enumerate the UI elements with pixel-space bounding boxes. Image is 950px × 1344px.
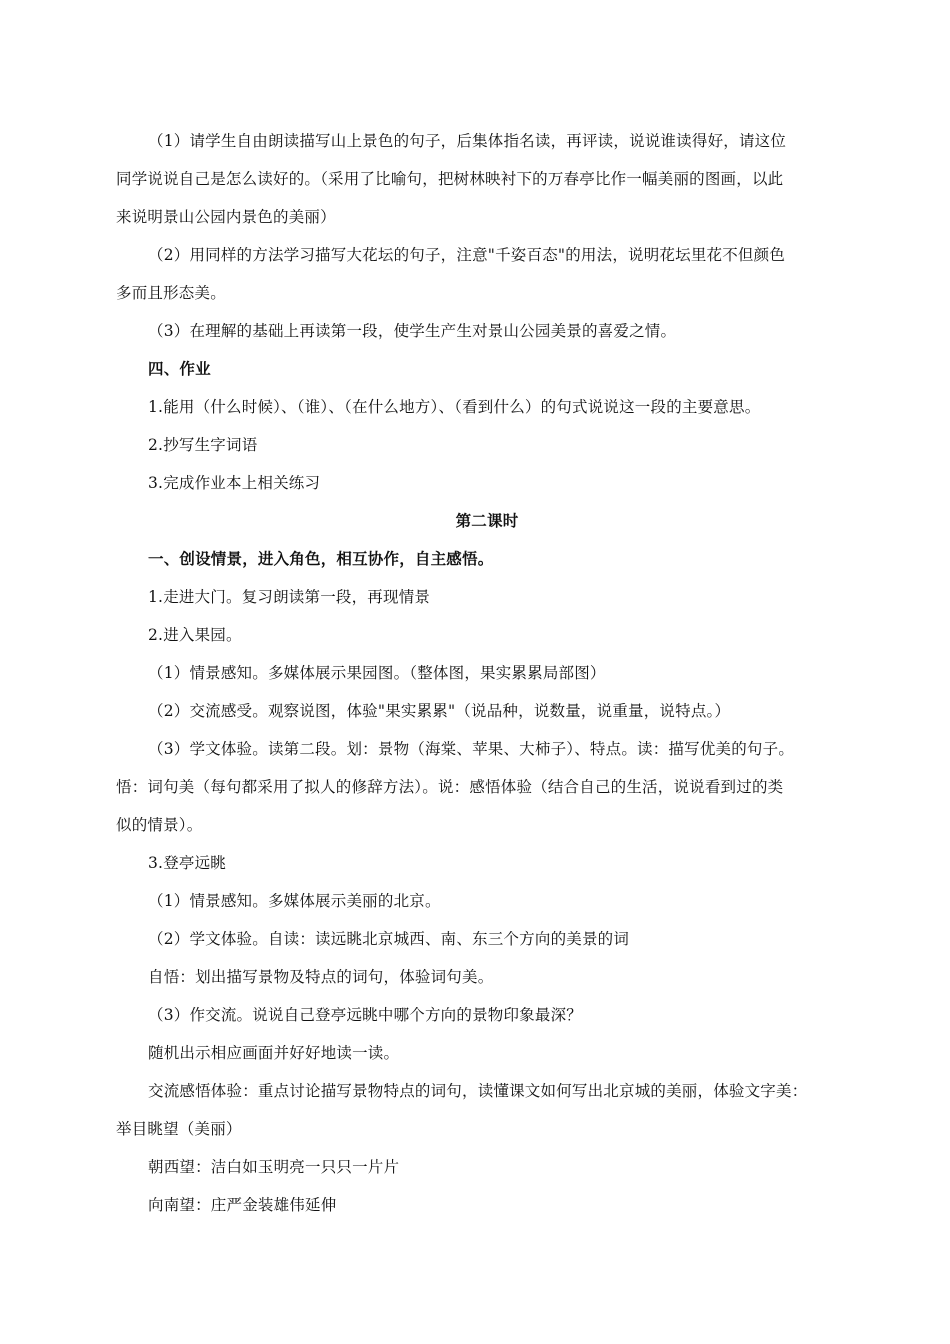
paragraph-line: 向南望：庄严金装雄伟延伸 [148, 1196, 337, 1214]
paragraph-line: 2.抄写生字词语 [148, 436, 258, 454]
paragraph-line: （3）学文体验。读第二段。划：景物（海棠、苹果、大柿子）、特点。读：描写优美的句子。 [148, 740, 795, 758]
section-heading: 四、作业 [148, 360, 211, 378]
paragraph-line: 自悟：划出描写景物及特点的词句，体验词句美。 [148, 968, 494, 986]
paragraph-line: 似的情景）。 [116, 816, 203, 834]
paragraph-line: （3）作交流。说说自己登亭远眺中哪个方向的景物印象最深？ [148, 1006, 582, 1024]
section-heading: 第二课时 [455, 512, 519, 530]
paragraph-line: 2.进入果园。 [148, 626, 242, 644]
paragraph-line: （3）在理解的基础上再读第一段，使学生产生对景山公园美景的喜爱之情。 [148, 322, 677, 340]
section-heading: 一、创设情景，进入角色，相互协作，自主感悟。 [148, 550, 494, 568]
paragraph-line: 同学说说自己是怎么读好的。（采用了比喻句，把树林映衬下的万春亭比作一幅美丽的图画，以此 [116, 170, 784, 188]
paragraph-line: （2）学文体验。自读：读远眺北京城西、南、东三个方向的美景的词 [148, 930, 630, 948]
paragraph-line: （1）情景感知。多媒体展示果园图。（整体图，果实累累局部图） [148, 664, 606, 682]
paragraph-line: （2）用同样的方法学习描写大花坛的句子，注意"千姿百态"的用法，说明花坛里花不但颜色 [148, 246, 786, 264]
paragraph-line: 1.能用（什么时候）、（谁）、（在什么地方）、（看到什么）的句式说说这一段的主要意思。 [148, 398, 761, 416]
paragraph-line: 多而且形态美。 [116, 284, 226, 302]
paragraph-line: 来说明景山公园内景色的美丽） [116, 208, 336, 226]
paragraph-line: 随机出示相应画面并好好地读一读。 [148, 1044, 400, 1062]
paragraph-line: 3.登亭远眺 [148, 854, 226, 872]
paragraph-line: 3.完成作业本上相关练习 [148, 474, 321, 492]
paragraph-line: 举目眺望（美丽） [116, 1120, 242, 1138]
paragraph-line: 1.走进大门。复习朗读第一段，再现情景 [148, 588, 431, 606]
paragraph-line: （1）请学生自由朗读描写山上景色的句子，后集体指名读，再评读，说说谁读得好，请这位 [148, 132, 787, 150]
paragraph-line: （2）交流感受。观察说图，体验"果实累累"（说品种，说数量，说重量，说特点。） [148, 702, 731, 720]
paragraph-line: 朝西望：洁白如玉明亮一只只一片片 [148, 1158, 400, 1176]
paragraph-line: 交流感悟体验：重点讨论描写景物特点的词句，读懂课文如何写出北京城的美丽，体验文字美： [148, 1082, 808, 1100]
paragraph-line: 悟：词句美（每句都采用了拟人的修辞方法）。说：感悟体验（结合自己的生活，说说看到过的类 [116, 778, 784, 796]
paragraph-line: （1）情景感知。多媒体展示美丽的北京。 [148, 892, 441, 910]
document-body [116, 122, 858, 1224]
